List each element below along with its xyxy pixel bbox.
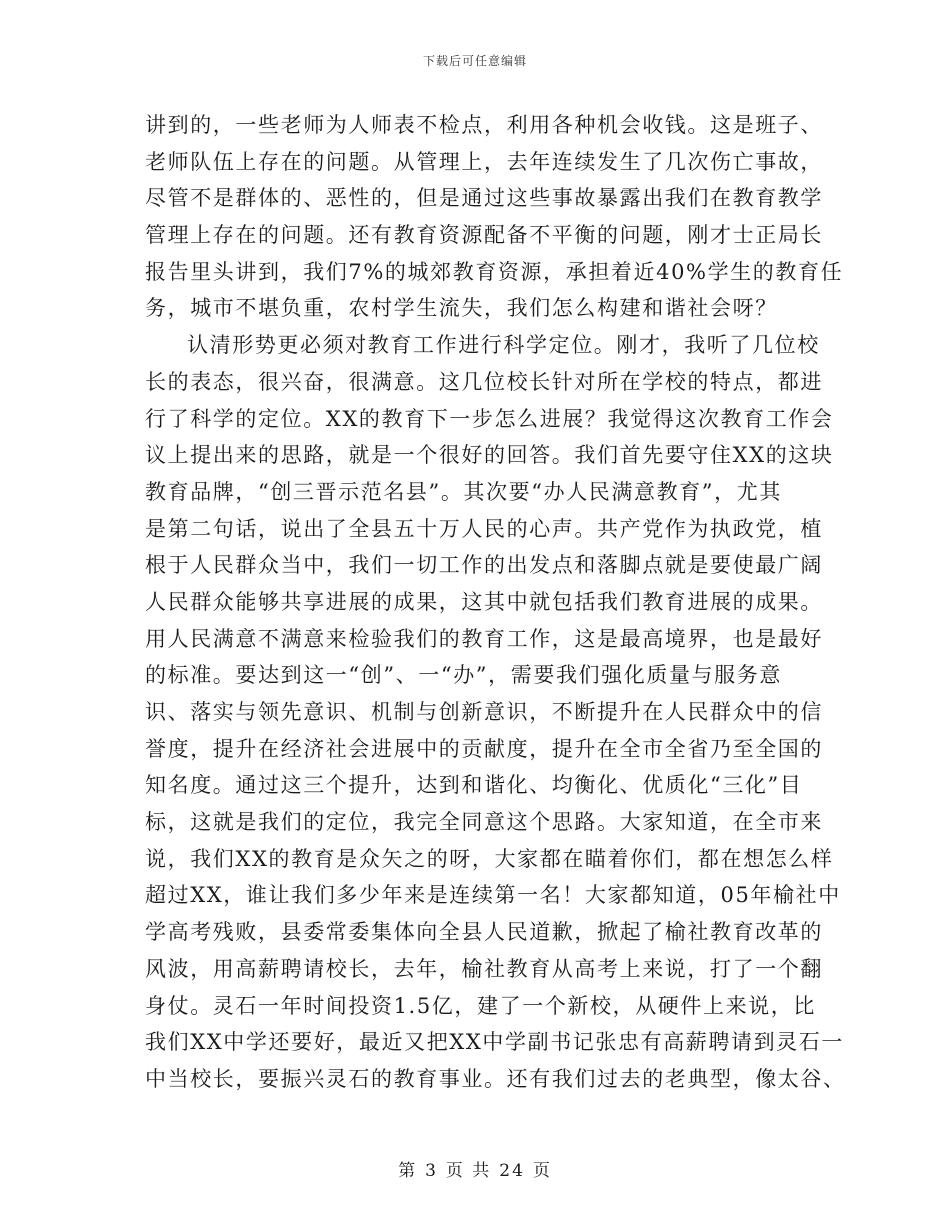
body-line: 根于人民群众当中，我们一切工作的出发点和落脚点就是要使最广阔 — [145, 553, 823, 578]
body-line: 标，这就是我们的定位，我完全同意这个思路。大家知道，在全市来 — [145, 810, 823, 835]
total-page-count: 24 — [499, 1161, 525, 1181]
page-middle-text: 页 共 — [445, 1161, 492, 1181]
body-line: 是第二句话，说出了全县五十万人民的心声。共产党作为执政党，植 — [145, 516, 823, 541]
body-line: 身仗。灵石一年时间投资1.5亿，建了一个新校，从硬件上来说，比 — [145, 993, 816, 1018]
body-line: 务，城市不堪负重，农村学生流失，我们怎么构建和谐社会呀？ — [145, 296, 778, 321]
body-line: 长的表态，很兴奋，很满意。这几位校长针对所在学校的特点，都进 — [145, 369, 823, 394]
body-line: 教育品牌，“创三晋示范名县”。其次要“办人民满意教育”，尤其 — [145, 479, 782, 504]
body-line: 管理上存在的问题。还有教育资源配备不平衡的问题，刚才士正局长 — [145, 223, 823, 248]
body-line: 识、落实与领先意识、机制与创新意识，不断提升在人民群众中的信 — [145, 700, 823, 724]
page-number-footer — [0, 1156, 950, 1181]
body-line: 议上提出来的思路，就是一个很好的回答。我们首先要守住XX的这块 — [145, 443, 834, 468]
body-line: 中当校长，要振兴灵石的教育事业。还有我们过去的老典型，像太谷、 — [145, 1066, 846, 1091]
body-line: 说，我们XX的教育是众矢之的呀，大家都在瞄着你们，都在想怎么样 — [145, 846, 834, 871]
body-line: 报告里头讲到，我们7%的城郊教育资源，承担着近40%学生的教育任 — [145, 259, 844, 284]
paragraph-start-line: 认清形势更必须对教育工作进行科学定位。刚才，我听了几位校 — [187, 333, 820, 358]
current-page-number: 3 — [425, 1161, 438, 1181]
body-line: 知名度。通过这三个提升，达到和谐化、均衡化、优质化“三化”目 — [145, 773, 803, 798]
body-line: 学高考残败，县委常委集体向全县人民道歉，掀起了榆社教育改革的 — [145, 920, 823, 945]
body-line: 讲到的，一些老师为人师表不检点，利用各种机会收钱。这是班子、 — [145, 113, 823, 137]
body-line: 誉度，提升在经济社会进展中的贡献度，提升在全市全省乃至全国的 — [145, 736, 823, 761]
page-prefix: 第 — [398, 1161, 418, 1181]
body-line: 人民群众能够共享进展的成果，这其中就包括我们教育进展的成果。 — [145, 589, 823, 614]
document-body — [145, 107, 846, 1098]
page-suffix: 页 — [532, 1161, 552, 1181]
body-line: 我们XX中学还要好，最近又把XX中学副书记张忠有高薪聘请到灵石一 — [145, 1030, 844, 1055]
body-line: 风波，用高薪聘请校长，去年，榆社教育从高考上来说，打了一个翻 — [145, 956, 823, 981]
body-line: 行了科学的定位。XX的教育下一步怎么进展？我觉得这次教育工作会 — [145, 406, 834, 431]
body-line: 尽管不是群体的、恶性的，但是通过这些事故暴露出我们在教育教学 — [145, 186, 823, 211]
body-line: 的标准。要达到这一“创”、一“办”，需要我们强化质量与服务意 — [145, 663, 782, 688]
body-line: 超过XX，谁让我们多少年来是连续第一名！大家都知道，05年榆社中 — [145, 883, 841, 908]
page-header-note: 下载后可任意编辑 — [422, 54, 527, 68]
body-line: 用人民满意不满意来检验我们的教育工作，这是最高境界，也是最好 — [145, 626, 823, 651]
body-line: 老师队伍上存在的问题。从管理上，去年连续发生了几次伤亡事故， — [145, 149, 823, 174]
